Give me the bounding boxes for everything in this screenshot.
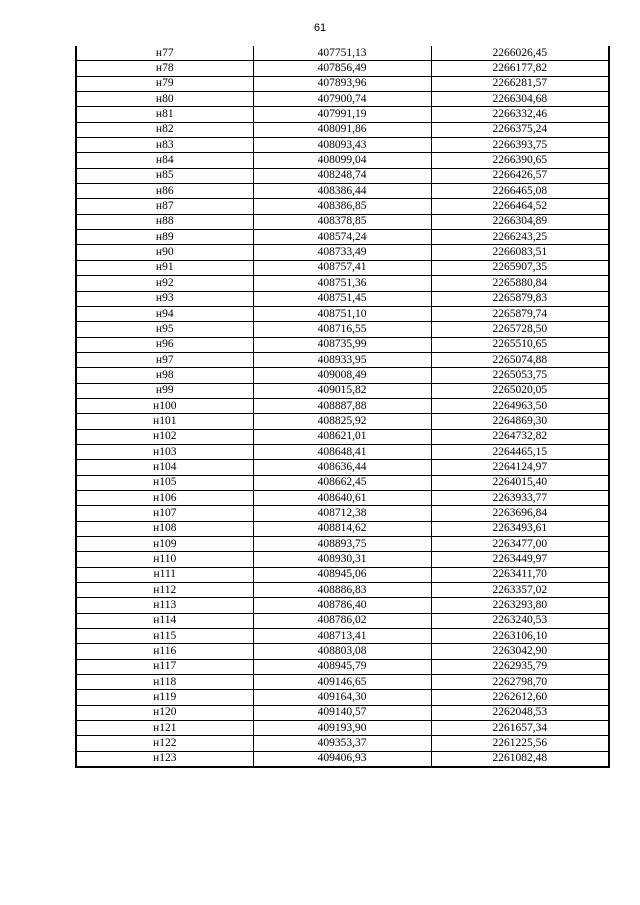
y-coordinate-cell: 2266426,57 (431, 168, 609, 183)
table-row (76, 644, 609, 659)
point-name-cell: н82 (76, 122, 253, 137)
y-coordinate-cell: 2263696,84 (431, 506, 609, 521)
y-coordinate-cell: 2263493,61 (431, 521, 609, 536)
y-coordinate-cell: 2264732,82 (431, 429, 609, 444)
point-name-cell: н115 (76, 629, 253, 644)
table-row (76, 199, 609, 214)
point-name-cell: н103 (76, 444, 253, 459)
table-row (76, 122, 609, 137)
y-coordinate-cell: 2262798,70 (431, 675, 609, 690)
y-coordinate-cell: 2262612,60 (431, 690, 609, 705)
point-name-cell: н83 (76, 138, 253, 153)
x-coordinate-cell: 407856,49 (253, 61, 431, 76)
y-coordinate-cell: 2265880,84 (431, 276, 609, 291)
y-coordinate-cell: 2266393,75 (431, 138, 609, 153)
table-row (76, 276, 609, 291)
y-coordinate-cell: 2265728,50 (431, 322, 609, 337)
x-coordinate-cell: 408803,08 (253, 644, 431, 659)
y-coordinate-cell: 2266464,52 (431, 199, 609, 214)
x-coordinate-cell: 408933,95 (253, 352, 431, 367)
x-coordinate-cell: 407900,74 (253, 92, 431, 107)
y-coordinate-cell: 2263357,02 (431, 583, 609, 598)
point-name-cell: н121 (76, 721, 253, 736)
point-name-cell: н95 (76, 322, 253, 337)
y-coordinate-cell: 2263477,00 (431, 537, 609, 552)
table-row (76, 751, 609, 767)
point-name-cell: н113 (76, 598, 253, 613)
x-coordinate-cell: 408893,75 (253, 537, 431, 552)
y-coordinate-cell: 2266332,46 (431, 107, 609, 122)
y-coordinate-cell: 2265074,88 (431, 352, 609, 367)
point-name-cell: н79 (76, 76, 253, 91)
point-name-cell: н91 (76, 260, 253, 275)
table-row (76, 168, 609, 183)
x-coordinate-cell: 408751,36 (253, 276, 431, 291)
point-name-cell: н100 (76, 398, 253, 413)
x-coordinate-cell: 408751,10 (253, 306, 431, 321)
point-name-cell: н119 (76, 690, 253, 705)
x-coordinate-cell: 408814,62 (253, 521, 431, 536)
y-coordinate-cell: 2266465,08 (431, 184, 609, 199)
table-row (76, 690, 609, 705)
y-coordinate-cell: 2263449,97 (431, 552, 609, 567)
point-name-cell: н123 (76, 751, 253, 767)
x-coordinate-cell: 409015,82 (253, 383, 431, 398)
y-coordinate-cell: 2263933,77 (431, 490, 609, 505)
coordinates-table (75, 46, 610, 768)
table-row (76, 659, 609, 674)
point-name-cell: н105 (76, 475, 253, 490)
point-name-cell: н94 (76, 306, 253, 321)
point-name-cell: н101 (76, 414, 253, 429)
y-coordinate-cell: 2265053,75 (431, 368, 609, 383)
table-row (76, 705, 609, 720)
table-row (76, 398, 609, 413)
x-coordinate-cell: 408099,04 (253, 153, 431, 168)
table-row (76, 230, 609, 245)
table-row (76, 537, 609, 552)
point-name-cell: н84 (76, 153, 253, 168)
x-coordinate-cell: 408930,31 (253, 552, 431, 567)
point-name-cell: н80 (76, 92, 253, 107)
y-coordinate-cell: 2265020,05 (431, 383, 609, 398)
y-coordinate-cell: 2264869,30 (431, 414, 609, 429)
y-coordinate-cell: 2266026,45 (431, 46, 609, 61)
point-name-cell: н104 (76, 460, 253, 475)
x-coordinate-cell: 409008,49 (253, 368, 431, 383)
point-name-cell: н85 (76, 168, 253, 183)
x-coordinate-cell: 408886,83 (253, 583, 431, 598)
table-row (76, 629, 609, 644)
x-coordinate-cell: 408945,79 (253, 659, 431, 674)
x-coordinate-cell: 408662,45 (253, 475, 431, 490)
y-coordinate-cell: 2266304,68 (431, 92, 609, 107)
coordinates-table-body (76, 46, 609, 767)
table-row (76, 598, 609, 613)
x-coordinate-cell: 409406,93 (253, 751, 431, 767)
point-name-cell: н117 (76, 659, 253, 674)
x-coordinate-cell: 408713,41 (253, 629, 431, 644)
point-name-cell: н102 (76, 429, 253, 444)
table-row (76, 414, 609, 429)
point-name-cell: н92 (76, 276, 253, 291)
point-name-cell: н77 (76, 46, 253, 61)
point-name-cell: н81 (76, 107, 253, 122)
y-coordinate-cell: 2261657,34 (431, 721, 609, 736)
x-coordinate-cell: 408621,01 (253, 429, 431, 444)
y-coordinate-cell: 2261225,56 (431, 736, 609, 751)
x-coordinate-cell: 408757,41 (253, 260, 431, 275)
table-row (76, 153, 609, 168)
point-name-cell: н107 (76, 506, 253, 521)
y-coordinate-cell: 2265907,35 (431, 260, 609, 275)
x-coordinate-cell: 409140,57 (253, 705, 431, 720)
y-coordinate-cell: 2265879,74 (431, 306, 609, 321)
x-coordinate-cell: 408386,85 (253, 199, 431, 214)
table-row (76, 260, 609, 275)
table-row (76, 352, 609, 367)
table-row (76, 138, 609, 153)
x-coordinate-cell: 408636,44 (253, 460, 431, 475)
table-row (76, 92, 609, 107)
table-row (76, 245, 609, 260)
y-coordinate-cell: 2263293,80 (431, 598, 609, 613)
y-coordinate-cell: 2265879,83 (431, 291, 609, 306)
point-name-cell: н122 (76, 736, 253, 751)
table-row (76, 444, 609, 459)
table-row (76, 583, 609, 598)
y-coordinate-cell: 2266375,24 (431, 122, 609, 137)
y-coordinate-cell: 2263106,10 (431, 629, 609, 644)
x-coordinate-cell: 408378,85 (253, 214, 431, 229)
table-row (76, 567, 609, 582)
table-row (76, 736, 609, 751)
table-row (76, 107, 609, 122)
table-row (76, 337, 609, 352)
x-coordinate-cell: 408386,44 (253, 184, 431, 199)
x-coordinate-cell: 408786,02 (253, 613, 431, 628)
x-coordinate-cell: 407991,19 (253, 107, 431, 122)
point-name-cell: н118 (76, 675, 253, 690)
table-row (76, 184, 609, 199)
point-name-cell: н111 (76, 567, 253, 582)
y-coordinate-cell: 2266281,57 (431, 76, 609, 91)
table-row (76, 46, 609, 61)
point-name-cell: н78 (76, 61, 253, 76)
table-row (76, 475, 609, 490)
point-name-cell: н109 (76, 537, 253, 552)
x-coordinate-cell: 408093,43 (253, 138, 431, 153)
x-coordinate-cell: 408574,24 (253, 230, 431, 245)
point-name-cell: н112 (76, 583, 253, 598)
table-row (76, 460, 609, 475)
x-coordinate-cell: 408825,92 (253, 414, 431, 429)
x-coordinate-cell: 407893,96 (253, 76, 431, 91)
point-name-cell: н96 (76, 337, 253, 352)
point-name-cell: н89 (76, 230, 253, 245)
x-coordinate-cell: 408751,45 (253, 291, 431, 306)
x-coordinate-cell: 408712,38 (253, 506, 431, 521)
point-name-cell: н86 (76, 184, 253, 199)
table-row (76, 383, 609, 398)
x-coordinate-cell: 408733,49 (253, 245, 431, 260)
table-row (76, 521, 609, 536)
table-row (76, 675, 609, 690)
table-row (76, 490, 609, 505)
x-coordinate-cell: 407751,13 (253, 46, 431, 61)
table-row (76, 429, 609, 444)
x-coordinate-cell: 409193,90 (253, 721, 431, 736)
point-name-cell: н114 (76, 613, 253, 628)
point-name-cell: н90 (76, 245, 253, 260)
table-row (76, 368, 609, 383)
table-row (76, 721, 609, 736)
y-coordinate-cell: 2263240,53 (431, 613, 609, 628)
x-coordinate-cell: 408735,99 (253, 337, 431, 352)
y-coordinate-cell: 2266304,89 (431, 214, 609, 229)
y-coordinate-cell: 2266083,51 (431, 245, 609, 260)
y-coordinate-cell: 2262048,53 (431, 705, 609, 720)
x-coordinate-cell: 409146,65 (253, 675, 431, 690)
y-coordinate-cell: 2266390,65 (431, 153, 609, 168)
x-coordinate-cell: 408648,41 (253, 444, 431, 459)
table-row (76, 306, 609, 321)
point-name-cell: н108 (76, 521, 253, 536)
point-name-cell: н106 (76, 490, 253, 505)
table-row (76, 61, 609, 76)
y-coordinate-cell: 2263042,90 (431, 644, 609, 659)
point-name-cell: н110 (76, 552, 253, 567)
x-coordinate-cell: 408248,74 (253, 168, 431, 183)
x-coordinate-cell: 408786,40 (253, 598, 431, 613)
x-coordinate-cell: 409164,30 (253, 690, 431, 705)
y-coordinate-cell: 2263411,70 (431, 567, 609, 582)
table-row (76, 322, 609, 337)
table-row (76, 76, 609, 91)
x-coordinate-cell: 409353,37 (253, 736, 431, 751)
x-coordinate-cell: 408716,55 (253, 322, 431, 337)
point-name-cell: н93 (76, 291, 253, 306)
y-coordinate-cell: 2262935,79 (431, 659, 609, 674)
point-name-cell: н98 (76, 368, 253, 383)
y-coordinate-cell: 2264015,40 (431, 475, 609, 490)
point-name-cell: н87 (76, 199, 253, 214)
x-coordinate-cell: 408640,61 (253, 490, 431, 505)
table-row (76, 291, 609, 306)
point-name-cell: н99 (76, 383, 253, 398)
y-coordinate-cell: 2264124,97 (431, 460, 609, 475)
point-name-cell: н88 (76, 214, 253, 229)
x-coordinate-cell: 408091,86 (253, 122, 431, 137)
y-coordinate-cell: 2266177,82 (431, 61, 609, 76)
point-name-cell: н116 (76, 644, 253, 659)
y-coordinate-cell: 2265510,65 (431, 337, 609, 352)
point-name-cell: н97 (76, 352, 253, 367)
y-coordinate-cell: 2264465,15 (431, 444, 609, 459)
y-coordinate-cell: 2266243,25 (431, 230, 609, 245)
table-row (76, 552, 609, 567)
y-coordinate-cell: 2264963,50 (431, 398, 609, 413)
x-coordinate-cell: 408887,88 (253, 398, 431, 413)
point-name-cell: н120 (76, 705, 253, 720)
table-row (76, 506, 609, 521)
x-coordinate-cell: 408945,06 (253, 567, 431, 582)
page-number: 61 (313, 22, 327, 34)
y-coordinate-cell: 2261082,48 (431, 751, 609, 767)
table-row (76, 613, 609, 628)
table-row (76, 214, 609, 229)
